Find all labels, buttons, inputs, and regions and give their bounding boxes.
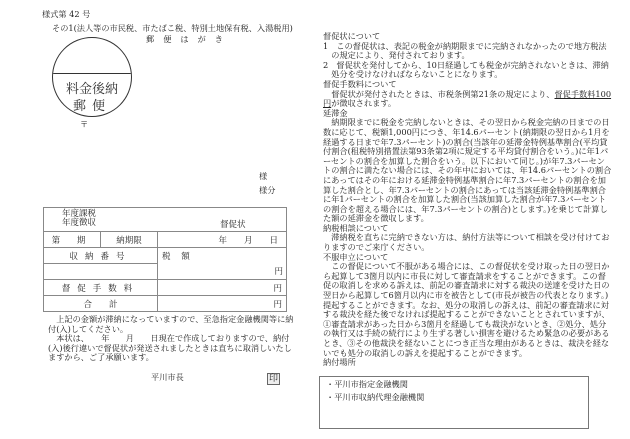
year-tax-label: 年度課税 [62, 209, 97, 219]
notice-paragraph: 上記の金額が滞納になっていますので、至急指定金融機関等に納付(入)してください。 [48, 314, 294, 334]
notice-paragraph: 本状は、 年 月 日現在で作成しておりますので、納付(入)後行違いで督促状が発送されましたときは直ちに取消しいたしますから、ご了承願います。 [48, 333, 292, 363]
tax-amount-label: 税 額 [162, 252, 194, 262]
payment-places-box [319, 376, 589, 429]
receipt-number-value [44, 264, 158, 280]
item-1: 1 この督促状は、表記の税金が納期限までに完納されなかったので地方税法の規定により、発付されております。 [323, 40, 607, 61]
stamp-line1: 料金後納 [65, 82, 118, 97]
appeal-text: この督促について不服がある場合には、この督促状を受け取った日の翌日から起算して3箇月以内に市長に対して審査請求をすることができます。この督促の取消しを求める訴えは、前記の審査請求に対する裁決の送達を受けた日の翌日から起算して6箇月以内に市を被告として(市長が被告の代表となります。)提起することができます。なお、処分の取消しの訴えは、前記の審査請求に対する裁決を経た後でなければ提起することができないこととされていますが、①審査請求があった日から3箇月を経過しても裁決がないとき、②処分、処分の執行又は手続の続行により生ずる著しい損害を避けるため緊急の必要があるとき、③その他裁決を経ないことにつき正当な理由があるときは、裁決を経ないでも処分の取消しの訴えを提起することができます。 [323, 261, 610, 358]
postage-paid-stamp [52, 37, 132, 117]
form-number: 様式第 42 号 [42, 9, 91, 19]
explanation-column [323, 32, 613, 368]
form-subtitle: その1(法人等の市民税、市たばこ税、特別土地保有税、入湯税用) [52, 23, 293, 33]
section-heading: 督促手数料について [323, 78, 397, 89]
postcard-label: 郵便はがき [146, 34, 232, 44]
addressee-suffix: 様 [259, 171, 268, 181]
year-collect-label: 年度徴収 [62, 218, 97, 228]
fee-text-pre: 督促状が発付されたときは、市税条例第21条の規定により、 [331, 88, 555, 99]
summons-table [43, 207, 287, 312]
stamp-line2: 郵便 [72, 99, 111, 114]
seal-icon: 印 [269, 374, 279, 384]
addressee-suffix-bun: 様分 [259, 185, 276, 195]
fee-text [323, 90, 613, 109]
postal-mark-icon: 〒 [80, 119, 89, 129]
payment-notice [48, 315, 296, 363]
total-yen: 円 [158, 296, 287, 312]
due-date: 年 月 日 [158, 232, 287, 248]
item-2: 2 督促状を発付してから、10日経過しても税金が完納されないときは、滞納処分を受けなければならないことになります。 [323, 59, 609, 80]
summons-title: 督促状 [220, 220, 246, 230]
fee-text-post: が徴収されます。 [331, 98, 397, 109]
fee-yen: 円 [158, 280, 287, 296]
tax-amount-yen: 円 [274, 267, 283, 277]
payment-place: ・平川市収納代理金融機関 [326, 391, 425, 402]
total-label: 合 計 [44, 296, 158, 312]
consult-text: 滞納税を直ちに完納できない方は、納付方法等について相談を受け付けておりますのでご来庁ください。 [323, 232, 610, 253]
fee-label: 督促手数料 [44, 280, 158, 296]
fee-text-underlined: 督促手数料100円 [323, 88, 612, 109]
section-heading: 納付場所 [323, 357, 356, 368]
payment-place: ・平川市指定金融機関 [326, 379, 408, 389]
section-heading: 督促状について [323, 31, 381, 41]
section-heading: 延滞金 [323, 107, 348, 118]
section-heading: 不服申立について [323, 251, 389, 262]
section-heading: 納税相談について [323, 222, 389, 233]
stamp-divider [53, 73, 131, 74]
period-label: 第 期 [44, 232, 101, 248]
receipt-number-label: 収納番号 [44, 248, 158, 264]
mayor-name: 平川市長 [151, 372, 184, 382]
late-fee-text: 納期限までに税金を完納しないときは、その翌日から税金完納の日までの日数に応じて、税額1,000円につき、年14.6パーセント(納期限の翌日から1月を経過する日まで年7.3パーセント)の割合(当該年の延滞金特例基準割合(平均貸付割合(租税特別措置法第93条第2項に規定する平均貸付割合をいう。)に年1パーセントの割合を加算した割合をいう。以下において同じ。)が年7.3パーセントの割合に満たない場合には、その年中においては、年14.6パーセントの割合にあってはその年における延滞金特例基準割合に年7.3パーセントの割合を加算した割合とし、年7.3パーセントの割合にあっては当該延滞金特例基準割合に年1パーセントの割合を加算した割合(当該加算した割合が年7.3パーセントの割合を超える場合には、年7.3パーセントの割合)とします。)を乗じて計算した額の延滞金を徴収します。 [323, 117, 612, 224]
due-label: 納期限 [101, 232, 158, 248]
